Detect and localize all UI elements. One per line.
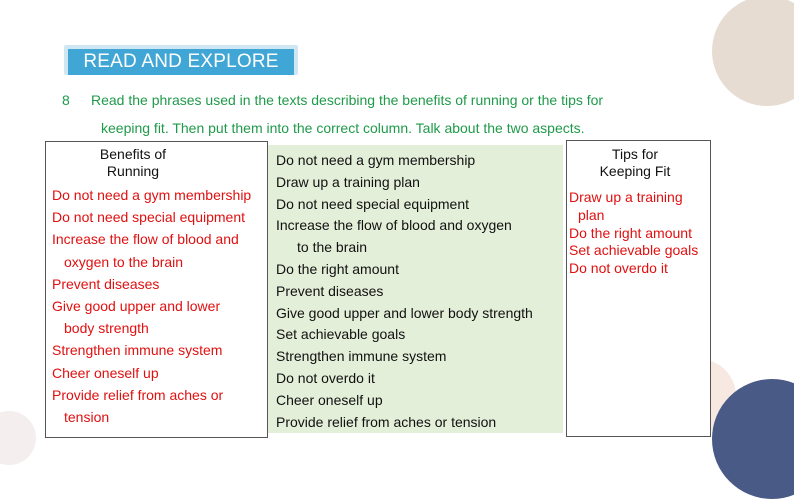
benefit-item-continued: oxygen to the brain xyxy=(64,253,184,270)
tip-item: Do not overdo it xyxy=(569,260,668,277)
benefit-item-continued: body strength xyxy=(64,320,149,337)
benefits-column xyxy=(45,141,268,438)
benefits-list xyxy=(52,184,251,428)
tips-list xyxy=(569,189,698,278)
phrase-item: Increase the flow of blood and oxygen xyxy=(276,217,512,234)
phrase-item: Do not overdo it xyxy=(276,369,375,386)
benefits-column-title xyxy=(78,146,188,180)
instruction-line-2: keeping fit. Then put them into the correct column. Talk about the two aspects. xyxy=(101,120,585,136)
benefit-item: Do not need special equipment xyxy=(52,209,246,226)
benefit-item: Increase the flow of blood and xyxy=(52,231,239,248)
phrase-item: Do the right amount xyxy=(276,260,399,277)
tips-column xyxy=(566,140,711,437)
phrase-item: Cheer oneself up xyxy=(276,391,383,408)
phrase-item: Prevent diseases xyxy=(276,282,384,299)
benefit-item-continued: tension xyxy=(64,409,110,426)
phrase-item: Do not need special equipment xyxy=(276,195,470,212)
benefit-item: Strengthen immune system xyxy=(52,342,223,359)
phrase-item: Set achievable goals xyxy=(276,326,406,343)
phrases-panel xyxy=(268,145,563,433)
instruction-number: 8 xyxy=(62,92,70,108)
decor-circle-top-right xyxy=(712,0,794,106)
benefit-item: Do not need a gym membership xyxy=(52,187,252,203)
section-banner: READ AND EXPLORE xyxy=(68,49,294,75)
instruction-line-1: Read the phrases used in the texts describing the benefits of running or the tips for xyxy=(91,92,604,108)
phrase-item: Do not need a gym membership xyxy=(276,152,476,168)
tip-item: Set achievable goals xyxy=(569,242,699,259)
phrase-item: Give good upper and lower body strength xyxy=(276,304,533,321)
phrase-item: Provide relief from aches or tension xyxy=(276,413,497,430)
tips-column-title xyxy=(585,146,685,180)
phrase-item-continued: to the brain xyxy=(297,239,368,256)
phrase-item: Draw up a training plan xyxy=(276,173,420,190)
benefit-item: Provide relief from aches or xyxy=(52,386,224,403)
tip-item: Draw up a training xyxy=(569,189,683,205)
decor-circle-bottom-left xyxy=(0,411,36,465)
phrases-list xyxy=(276,150,533,433)
tips-title-line-1: Tips for xyxy=(611,146,659,162)
benefit-item: Prevent diseases xyxy=(52,275,160,292)
tip-item-continued: plan xyxy=(578,206,605,223)
benefit-item: Cheer oneself up xyxy=(52,364,159,381)
phrase-item: Strengthen immune system xyxy=(276,348,447,365)
tip-item: Do the right amount xyxy=(569,224,692,241)
benefit-item: Give good upper and lower xyxy=(52,298,221,315)
tips-title-line-2: Keeping Fit xyxy=(599,163,671,179)
benefits-title-line-2: Running xyxy=(106,163,160,179)
benefits-title-line-1: Benefits of xyxy=(99,146,167,162)
